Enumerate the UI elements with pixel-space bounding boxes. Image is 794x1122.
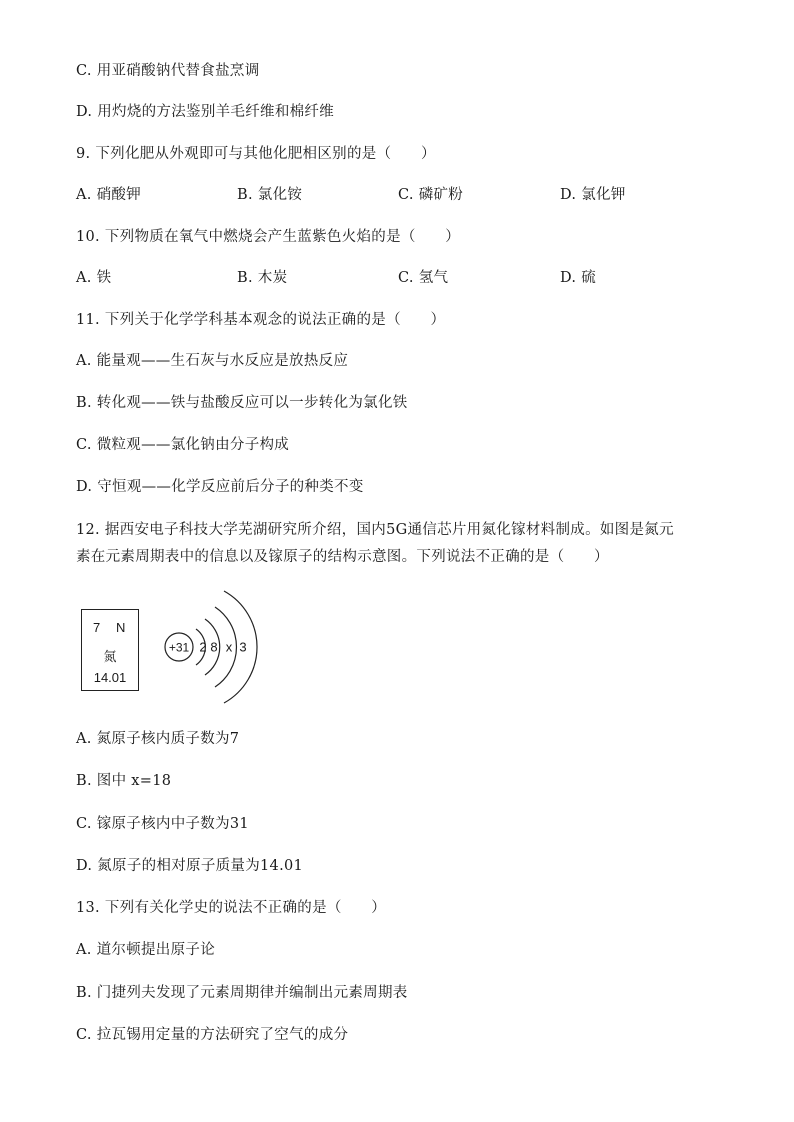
atom-structure-diagram bbox=[158, 583, 278, 713]
question-13-option-c: C. 拉瓦锡用定量的方法研究了空气的成分 bbox=[76, 1027, 349, 1043]
question-9-option-d: D. 氯化钾 bbox=[560, 187, 626, 203]
question-9-stem: 9. 下列化肥从外观即可与其他化肥相区别的是（ ） bbox=[76, 146, 436, 162]
question-10-option-c: C. 氢气 bbox=[398, 270, 449, 286]
question-11-option-b: B. 转化观——铁与盐酸反应可以一步转化为氯化铁 bbox=[76, 395, 408, 411]
question-9-option-a: A. 硝酸钾 bbox=[76, 187, 141, 203]
question-13-option-a: A. 道尔顿提出原子论 bbox=[76, 942, 215, 958]
question-12-option-c: C. 镓原子核内中子数为31 bbox=[76, 816, 249, 832]
element-mass: 14.01 bbox=[93, 670, 127, 685]
question-10-option-a: A. 铁 bbox=[76, 270, 112, 286]
question-12-stem-line-2: 素在元素周期表中的信息以及镓原子的结构示意图。下列说法不正确的是（ ） bbox=[76, 549, 609, 565]
question-8-option-d: D. 用灼烧的方法鉴别羊毛纤维和棉纤维 bbox=[76, 104, 335, 120]
question-13-option-b: B. 门捷列夫发现了元素周期律并编制出元素周期表 bbox=[76, 985, 408, 1001]
shell-2-count: 8 bbox=[210, 639, 218, 655]
question-12-option-a: A. 氮原子核内质子数为7 bbox=[76, 731, 240, 747]
shell-3-count: x bbox=[225, 639, 233, 655]
question-10-stem: 10. 下列物质在氧气中燃烧会产生蓝紫色火焰的是（ ） bbox=[76, 229, 461, 245]
question-13-stem: 13. 下列有关化学史的说法不正确的是（ ） bbox=[76, 900, 387, 916]
question-12-option-b: B. 图中 x=18 bbox=[76, 773, 172, 789]
question-11-option-c: C. 微粒观——氯化钠由分子构成 bbox=[76, 437, 290, 453]
question-12-stem-line-1: 12. 据西安电子科技大学芜湖研究所介绍，国内5G通信芯片用氮化镓材料制成。如图是氮元 bbox=[76, 522, 674, 538]
element-card bbox=[81, 609, 139, 691]
element-atomic-number: 7 bbox=[93, 620, 101, 635]
question-12-option-d: D. 氮原子的相对原子质量为14.01 bbox=[76, 858, 304, 874]
question-10-option-b: B. 木炭 bbox=[237, 270, 288, 286]
shell-1-count: 2 bbox=[199, 639, 207, 655]
question-8-option-c: C. 用亚硝酸钠代替食盐烹调 bbox=[76, 63, 260, 79]
question-9-option-c: C. 磷矿粉 bbox=[398, 187, 464, 203]
question-10-option-d: D. 硫 bbox=[560, 270, 597, 286]
question-11-stem: 11. 下列关于化学学科基本观念的说法正确的是（ ） bbox=[76, 312, 446, 328]
shell-4-count: 3 bbox=[239, 639, 247, 655]
question-11-option-d: D. 守恒观——化学反应前后分子的种类不变 bbox=[76, 479, 364, 495]
question-11-option-a: A. 能量观——生石灰与水反应是放热反应 bbox=[76, 353, 349, 369]
nucleus-charge: +31 bbox=[168, 640, 190, 655]
element-symbol: N bbox=[116, 620, 126, 635]
question-9-option-b: B. 氯化铵 bbox=[237, 187, 303, 203]
element-name: 氮 bbox=[103, 650, 117, 665]
